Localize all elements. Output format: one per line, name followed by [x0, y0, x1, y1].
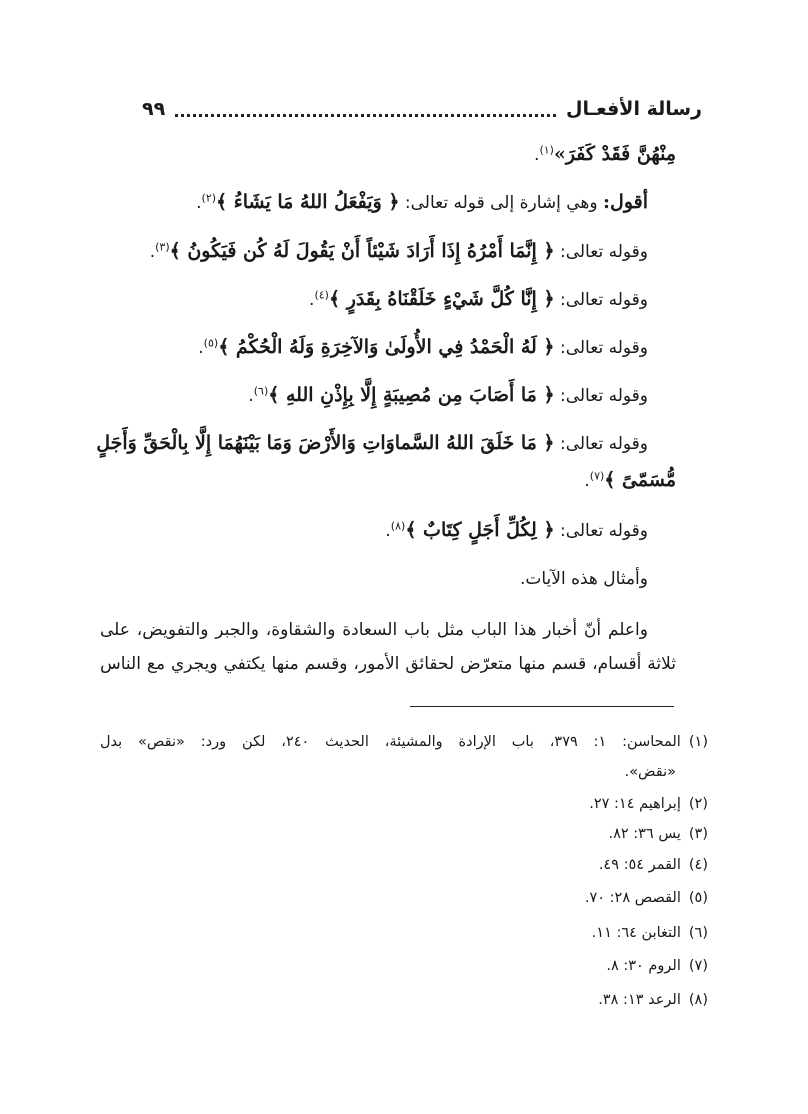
footnote-number: (٢): [688, 796, 708, 812]
footnote-text: القصص ٢٨: ٧٠.: [584, 890, 681, 906]
footnote-text: المحاسن: ١: ٣٧٩، باب الإرادة والمشيئة، الحديث ٢٤٠، لكن ورد: «نقص» بدل: [100, 734, 681, 750]
quote: ﴿ وَيَفْعَلُ اللهُ مَا يَشَاءُ ﴾: [216, 191, 400, 213]
punct: .: [149, 242, 156, 262]
punct: .: [198, 338, 204, 358]
quote: مِنْهُنَّ فَقَدْ كَفَرَ»: [553, 143, 676, 165]
footnote-text: التغابن ٦٤: ١١.: [591, 925, 681, 941]
text: ثلاثة أقسام، قسم منها متعرّض لحقائق الأمور، وقسم منها يكتفي ويجري مع الناس: [100, 654, 676, 674]
text-line-10: [100, 569, 648, 589]
quote: مُّسَمّىً ﴾: [604, 469, 676, 491]
text: وقوله تعالى:: [554, 521, 648, 541]
footnote-3: [100, 826, 708, 843]
footnote-ref: (١): [539, 143, 554, 157]
footnote-ref: (٧): [589, 469, 605, 483]
quote: ﴿ مَا خَلَقَ اللهُ السَّماوَاتِ وَالأَرْضَ وَمَا بَيْنَهُمَا إِلَّا بِالْحَقِّ وَأَجَلٍ: [96, 432, 555, 454]
punct: .: [248, 386, 254, 406]
text: وهي إشارة إلى قوله تعالى:: [399, 193, 603, 213]
header-leader-dots: [175, 114, 556, 117]
footnote-ref: (٣): [155, 240, 170, 254]
text-line-2: [100, 191, 648, 214]
footnote-separator: [410, 706, 674, 707]
text-line-12: [100, 654, 676, 674]
text-line-5: [100, 336, 648, 359]
footnote-text: إبراهيم ١٤: ٢٧.: [589, 796, 681, 812]
footnote-4: [100, 857, 708, 874]
footnote-2: [100, 796, 708, 813]
quote: ﴿ لَهُ الْحَمْدُ فِي الأُولَىٰ وَالآخِرَةِ وَلَهُ الْحُكْمُ ﴾: [218, 336, 555, 358]
footnote-ref: (٤): [314, 288, 329, 302]
footnote-7: [100, 958, 708, 975]
header-title: رسالة الأفعـال: [566, 98, 702, 120]
footnote-text: «نقض».: [624, 764, 676, 780]
footnote-text: يس ٣٦: ٨٢.: [608, 826, 681, 842]
quote: ﴿ لِكُلِّ أَجَلٍ كِتَابٌ ﴾: [405, 519, 555, 541]
footnote-5: [100, 890, 708, 907]
text: وقوله تعالى:: [554, 242, 648, 262]
page-number: ٩٩: [142, 98, 166, 120]
text-line-7: [96, 432, 648, 455]
quote: ﴿ مَا أَصَابَ مِن مُصِيبَةٍ إِلَّا بِإِذْنِ اللهِ ﴾: [268, 384, 555, 406]
punct: .: [196, 193, 202, 213]
footnote-ref: (٢): [201, 191, 217, 205]
text: وقوله تعالى:: [554, 386, 648, 406]
text: وأمثال هذه الآيات.: [519, 569, 648, 589]
footnote-number: (٨): [688, 992, 708, 1008]
punct: .: [385, 521, 391, 541]
footnote-1-continued: [100, 764, 676, 781]
punct: .: [309, 290, 315, 310]
text-line-1: [100, 143, 676, 166]
footnote-number: (٧): [688, 958, 708, 974]
quote: ﴿ إِنَّمَا أَمْرُهُ إِذَا أَرَادَ شَيْئاً أَنْ يَقُولَ لَهُ كُن فَيَكُونُ ﴾: [169, 240, 555, 262]
footnote-1: [100, 734, 708, 751]
text: وقوله تعالى:: [554, 338, 648, 358]
footnote-ref: (٨): [390, 519, 406, 533]
text-line-4: [100, 288, 648, 311]
footnote-text: القمر ٥٤: ٤٩.: [598, 857, 681, 873]
text-line-9: [100, 519, 648, 542]
footnote-number: (١): [688, 734, 708, 750]
footnote-number: (٣): [688, 826, 708, 842]
footnote-8: [100, 992, 708, 1009]
text: وقوله تعالى:: [554, 434, 648, 454]
lead-word: أقول:: [603, 191, 648, 213]
quote: ﴿ إِنَّا كُلَّ شَيْءٍ خَلَقْنَاهُ بِقَدَرٍ ﴾: [328, 288, 555, 310]
text-line-6: [100, 384, 648, 407]
footnote-number: (٦): [688, 925, 708, 941]
text: وقوله تعالى:: [554, 290, 648, 310]
footnote-text: الروم ٣٠: ٨.: [606, 958, 681, 974]
footnote-number: (٤): [688, 857, 708, 873]
text-line-8: [100, 469, 676, 492]
footnote-ref: (٦): [253, 384, 269, 398]
footnote-ref: (٥): [203, 336, 219, 350]
text: واعلم أنّ أخبار هذا الباب مثل باب السعادة والشقاوة، والجبر والتفويض، على: [100, 620, 648, 640]
text-line-3: [100, 240, 648, 263]
footnote-6: [100, 925, 708, 942]
text-line-11: [100, 620, 648, 640]
footnote-number: (٥): [688, 890, 708, 906]
footnote-text: الرعد ١٣: ٣٨.: [598, 992, 681, 1008]
punct: .: [584, 471, 590, 491]
running-header: [142, 92, 702, 126]
punct: .: [534, 145, 540, 165]
